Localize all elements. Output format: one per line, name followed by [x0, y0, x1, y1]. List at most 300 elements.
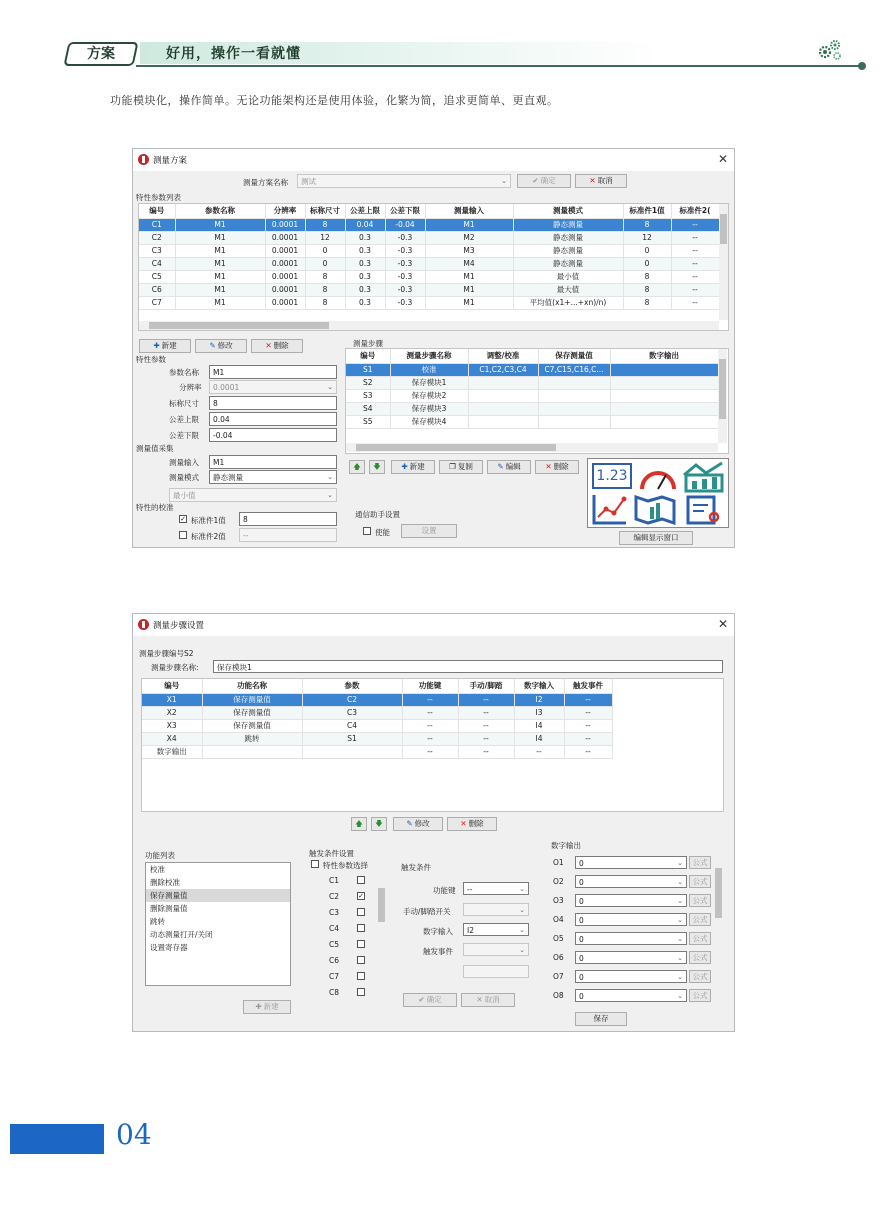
param-check-label: C8 — [329, 988, 340, 997]
table-cell: S3 — [346, 389, 390, 402]
footer-bar — [10, 1124, 104, 1154]
std2-label: 标准件2值 — [191, 532, 226, 541]
event-label: 触发事件 — [423, 947, 453, 956]
param-checkbox[interactable] — [357, 972, 365, 980]
column-header[interactable]: 调整/校准 — [468, 349, 538, 363]
plan-name-field[interactable] — [297, 174, 511, 188]
column-header[interactable]: 公差上限 — [345, 204, 385, 218]
func-edit-button-label: 修改 — [414, 819, 430, 828]
section-title: 好用，操作一看就懂 — [166, 46, 301, 62]
calib-group-label: 特性的校准 — [136, 503, 174, 512]
std1-input[interactable]: 8 — [239, 512, 337, 526]
table-cell: S1 — [346, 363, 390, 376]
nominal-input[interactable]: 8 — [209, 396, 337, 410]
confirm-button[interactable] — [517, 174, 571, 188]
table-cell: 跳转 — [202, 732, 302, 745]
dout-value: 0 — [579, 878, 584, 887]
table-cell: 12 — [623, 231, 671, 244]
list-item[interactable]: 校准 — [150, 865, 165, 874]
gauge-icon — [638, 463, 678, 491]
table-cell: -- — [458, 706, 514, 719]
table-row[interactable] — [139, 270, 719, 283]
dout-name: O2 — [553, 877, 564, 886]
column-header[interactable]: 功能名称 — [202, 679, 302, 693]
close-icon: ✕ — [545, 462, 552, 471]
param-checkbox[interactable] — [357, 908, 365, 916]
formula-button[interactable]: 公式 — [689, 932, 711, 945]
column-header[interactable]: 数字输出 — [610, 349, 718, 363]
dinput-select[interactable] — [463, 923, 529, 936]
table-cell: 静态测量 — [513, 231, 623, 244]
meas-group-label: 测量值采集 — [136, 444, 174, 453]
table-cell: X4 — [142, 732, 202, 745]
manual-select[interactable] — [463, 903, 529, 916]
table-cell: -0.3 — [385, 244, 425, 257]
param-checkbox[interactable] — [357, 924, 365, 932]
assist-group-label: 通信助手设置 — [355, 510, 400, 519]
table-row[interactable] — [142, 732, 612, 745]
pencil-icon: ✎ — [406, 819, 413, 828]
table-cell: -- — [564, 693, 612, 706]
table-cell — [202, 745, 302, 758]
table-row[interactable] — [139, 218, 719, 231]
table-cell: 0.3 — [345, 244, 385, 257]
table-cell: -- — [564, 706, 612, 719]
dout-name: O6 — [553, 953, 564, 962]
plus-icon: ✚ — [401, 462, 408, 471]
dout-value: 0 — [579, 897, 584, 906]
dinput-value: I2 — [467, 926, 474, 935]
table-cell: 0.3 — [345, 257, 385, 270]
lower-tol-input[interactable]: -0.04 — [209, 428, 337, 442]
fkey-value: -- — [467, 885, 473, 894]
std1-label: 标准件1值 — [191, 516, 226, 525]
table-cell: 8 — [623, 218, 671, 231]
dout-name: O4 — [553, 915, 564, 924]
table-cell: X3 — [142, 719, 202, 732]
table-cell: 8 — [305, 296, 345, 309]
column-header[interactable]: 编号 — [346, 349, 390, 363]
event-detail-field[interactable] — [463, 965, 529, 978]
table-cell: -- — [402, 693, 458, 706]
column-header[interactable]: 公差下限 — [385, 204, 425, 218]
table-cell: 保存模块1 — [390, 376, 468, 389]
table-cell: M1 — [425, 270, 513, 283]
close-icon: ✕ — [265, 341, 272, 350]
list-item[interactable]: 删除校准 — [150, 878, 180, 887]
table-cell: 0 — [305, 257, 345, 270]
table-cell: -- — [402, 745, 458, 758]
step-move-up-button[interactable] — [351, 817, 367, 831]
dout-select[interactable] — [575, 913, 687, 926]
table-cell — [468, 376, 538, 389]
dout-save-button-label: 保存 — [593, 1014, 609, 1023]
func-delete-button[interactable] — [447, 817, 497, 831]
param-check-label: C1 — [329, 876, 340, 885]
check-icon: ✔ — [418, 995, 425, 1004]
table-row[interactable] — [346, 376, 718, 389]
formula-button[interactable]: 公式 — [689, 913, 711, 926]
steps-hscroll[interactable] — [346, 443, 718, 452]
edit-display-button[interactable] — [619, 531, 693, 545]
table-cell: -0.3 — [385, 231, 425, 244]
std2-input[interactable]: -- — [239, 528, 337, 542]
column-header[interactable]: 参数名称 — [175, 204, 265, 218]
dout-name: O7 — [553, 972, 564, 981]
param-check-label: C4 — [329, 924, 340, 933]
arrow-down-icon: 🡇 — [373, 462, 381, 471]
step-titlebar — [133, 614, 734, 636]
table-row[interactable] — [142, 693, 612, 706]
app-icon — [138, 154, 149, 165]
chevron-down-icon: ⌄ — [519, 906, 525, 914]
move-up-button[interactable] — [349, 460, 365, 474]
table-row[interactable] — [346, 402, 718, 415]
table-cell: I4 — [514, 732, 564, 745]
edit-button[interactable] — [195, 339, 247, 353]
arrow-up-icon: 🡅 — [355, 819, 363, 828]
list-item[interactable]: 跳转 — [150, 917, 165, 926]
table-cell: -- — [402, 719, 458, 732]
manual-label: 手动/脚踏开关 — [403, 907, 451, 916]
steps-hscroll-thumb[interactable] — [356, 444, 556, 451]
check-icon: ✔ — [532, 176, 539, 185]
table-cell: 0 — [623, 257, 671, 270]
display-preview[interactable] — [587, 458, 729, 528]
list-item[interactable]: 动态测量打开/关闭 — [150, 930, 213, 939]
table-cell: 8 — [623, 270, 671, 283]
close-icon[interactable]: ✕ — [717, 152, 728, 166]
table-cell: C6 — [139, 283, 175, 296]
step-move-down-button[interactable] — [371, 817, 387, 831]
param-checkbox[interactable] — [357, 956, 365, 964]
meas-sub-value: 最小值 — [173, 491, 196, 500]
column-header[interactable]: 触发事件 — [564, 679, 612, 693]
param-checkbox[interactable] — [357, 940, 365, 948]
setup-button-label: 设置 — [421, 526, 437, 535]
bar-chart-icon — [682, 461, 726, 493]
plan-name-value: 测试 — [301, 177, 316, 186]
table-cell: 最小值 — [513, 270, 623, 283]
edit-display-button-label: 编辑显示窗口 — [633, 533, 679, 542]
chevron-down-icon: ⌄ — [677, 992, 683, 1000]
table-cell: M1 — [175, 257, 265, 270]
column-header[interactable]: 编号 — [139, 204, 175, 218]
table-cell: 平均值(x1+...+xn)/n) — [513, 296, 623, 309]
table-cell: 0.3 — [345, 296, 385, 309]
steps-label: 测量步骤 — [353, 339, 383, 348]
table-cell — [538, 402, 610, 415]
param-checkbox[interactable] — [357, 988, 365, 996]
digital-readout-icon: 1.23 — [592, 463, 632, 489]
table-cell: 0.3 — [345, 270, 385, 283]
table-row[interactable] — [346, 415, 718, 428]
delete-button-label: 删除 — [273, 341, 289, 350]
chevron-down-icon: ⌄ — [519, 926, 525, 934]
meas-mode-select[interactable] — [209, 470, 337, 484]
table-row[interactable] — [346, 363, 718, 376]
column-header[interactable]: 测量步骤名称 — [390, 349, 468, 363]
table-cell — [538, 389, 610, 402]
func-edit-button[interactable] — [393, 817, 443, 831]
resolution-label: 分辨率 — [179, 383, 202, 392]
chevron-down-icon: ⌄ — [327, 473, 333, 481]
trigger-group-label: 触发条件设置 — [309, 849, 354, 858]
table-cell: C4 — [302, 719, 402, 732]
param-group-label: 特性参数 — [136, 355, 166, 364]
header-dot — [858, 62, 866, 70]
list-item[interactable]: 删除测量值 — [150, 904, 188, 913]
table-cell: -- — [402, 706, 458, 719]
fkey-select[interactable] — [463, 882, 529, 895]
step-name-label: 测量步骤名称: — [151, 663, 199, 672]
func-new-button[interactable] — [243, 1000, 291, 1014]
formula-button[interactable]: 公式 — [689, 951, 711, 964]
table-row[interactable] — [142, 706, 612, 719]
column-header[interactable]: 数字输入 — [514, 679, 564, 693]
step-window-title: 测量步骤设置 — [153, 621, 205, 631]
move-down-button[interactable] — [369, 460, 385, 474]
trigger-cancel-button-label: 取消 — [484, 995, 500, 1004]
param-vscroll-thumb[interactable] — [720, 214, 727, 244]
step-copy-button[interactable] — [439, 460, 483, 474]
meas-input-label: 测量输入 — [169, 458, 199, 467]
event-select[interactable] — [463, 943, 529, 956]
meas-input-field[interactable]: M1 — [209, 455, 337, 469]
report-icon — [684, 493, 724, 525]
table-cell: C3 — [139, 244, 175, 257]
upper-tol-input[interactable]: 0.04 — [209, 412, 337, 426]
table-cell: X2 — [142, 706, 202, 719]
dout-select[interactable] — [575, 894, 687, 907]
list-item[interactable]: 保存测量值 — [146, 889, 290, 902]
table-cell: C2 — [139, 231, 175, 244]
table-cell: 0.0001 — [265, 296, 305, 309]
param-hscroll[interactable] — [139, 321, 719, 330]
step-edit-button[interactable] — [487, 460, 531, 474]
table-cell — [538, 376, 610, 389]
meas-mode-value: 静态测量 — [213, 473, 243, 482]
edit-button-label: 修改 — [217, 341, 233, 350]
table-cell — [610, 415, 718, 428]
table-cell: -- — [671, 270, 719, 283]
close-icon: ✕ — [589, 176, 596, 185]
table-cell — [468, 402, 538, 415]
column-header[interactable]: 分辨率 — [265, 204, 305, 218]
table-row[interactable] — [139, 231, 719, 244]
table-cell: C3 — [302, 706, 402, 719]
section-tag-label: 方案 — [87, 46, 115, 62]
confirm-button-label: 确定 — [540, 176, 556, 185]
formula-button[interactable]: 公式 — [689, 894, 711, 907]
table-cell: M3 — [425, 244, 513, 257]
table-cell: -- — [514, 745, 564, 758]
table-cell: -- — [671, 283, 719, 296]
delete-button[interactable] — [251, 339, 303, 353]
dout-name: O1 — [553, 858, 564, 867]
intro-text: 功能模块化，操作简单。无论功能架构还是使用体验，化繁为简，追求更简单、更直观。 — [110, 94, 559, 107]
table-cell: -0.3 — [385, 296, 425, 309]
dout-select[interactable] — [575, 875, 687, 888]
setup-button[interactable] — [401, 524, 457, 538]
dout-select[interactable] — [575, 989, 687, 1002]
func-list-label: 功能列表 — [145, 851, 175, 860]
table-cell: I2 — [514, 693, 564, 706]
table-cell: 最大值 — [513, 283, 623, 296]
pencil-icon: ✎ — [209, 341, 216, 350]
table-cell: -- — [671, 244, 719, 257]
chevron-down-icon: ⌄ — [677, 859, 683, 867]
plus-icon: ✚ — [255, 1002, 262, 1011]
close-icon: ✕ — [476, 995, 483, 1004]
column-header[interactable]: 测量输入 — [425, 204, 513, 218]
column-header[interactable]: 手动/脚踏 — [458, 679, 514, 693]
column-header[interactable]: 保存测量值 — [538, 349, 610, 363]
cond-label: 触发条件 — [401, 863, 431, 872]
steps-table-header — [346, 349, 718, 363]
table-cell: -- — [671, 231, 719, 244]
dinput-label: 数字输入 — [423, 927, 453, 936]
param-check-vscroll-thumb[interactable] — [378, 888, 385, 922]
step-new-button[interactable] — [391, 460, 435, 474]
table-cell: -0.04 — [385, 218, 425, 231]
table-cell: C2 — [302, 693, 402, 706]
cancel-button[interactable] — [575, 174, 627, 188]
column-header[interactable]: 参数 — [302, 679, 402, 693]
step-name-input[interactable]: 保存模块1 — [213, 660, 723, 673]
chevron-down-icon: ⌄ — [519, 946, 525, 954]
dout-select[interactable] — [575, 856, 687, 869]
table-cell: -- — [458, 745, 514, 758]
table-cell: 保存测量值 — [202, 693, 302, 706]
param-check-label: C5 — [329, 940, 340, 949]
table-cell: 0 — [305, 244, 345, 257]
copy-icon: ❐ — [449, 462, 456, 471]
table-row[interactable] — [346, 389, 718, 402]
chevron-down-icon: ⌄ — [677, 954, 683, 962]
table-row[interactable] — [139, 257, 719, 270]
std2-checkbox[interactable] — [179, 531, 187, 539]
dout-vscroll[interactable] — [714, 856, 723, 1004]
func-listbox[interactable] — [145, 862, 291, 986]
table-cell: 0.3 — [345, 231, 385, 244]
step-copy-button-label: 复制 — [457, 462, 473, 471]
steps-vscroll-thumb[interactable] — [719, 359, 726, 419]
param-checkbox[interactable]: ✓ — [358, 892, 364, 900]
table-cell: M1 — [175, 218, 265, 231]
new-button-label: 新建 — [161, 341, 177, 350]
table-cell — [302, 745, 402, 758]
column-header[interactable]: 测量模式 — [513, 204, 623, 218]
dout-select[interactable] — [575, 970, 687, 983]
param-select-checkbox[interactable] — [311, 860, 319, 868]
step-edit-button-label: 编辑 — [505, 462, 521, 471]
page-header — [62, 38, 870, 72]
trigger-ok-button[interactable] — [403, 993, 457, 1007]
chevron-down-icon: ⌄ — [677, 935, 683, 943]
table-cell: 12 — [305, 231, 345, 244]
param-vscroll[interactable] — [719, 204, 728, 320]
meas-sub-select[interactable] — [169, 488, 337, 502]
table-row[interactable] — [139, 296, 719, 309]
dout-select[interactable] — [575, 932, 687, 945]
upper-tol-label: 公差上限 — [169, 415, 199, 424]
table-row[interactable] — [142, 745, 612, 758]
param-check-label: C2 — [329, 892, 340, 901]
formula-button[interactable]: 公式 — [689, 875, 711, 888]
column-header[interactable]: 标准件1值 — [623, 204, 671, 218]
trigger-cancel-button[interactable] — [461, 993, 515, 1007]
column-header[interactable]: 功能键 — [402, 679, 458, 693]
resolution-value: 0.0001 — [213, 383, 240, 392]
table-cell: -- — [458, 732, 514, 745]
formula-button[interactable]: 公式 — [689, 989, 711, 1002]
table-cell: 8 — [305, 218, 345, 231]
table-cell: C1 — [139, 218, 175, 231]
dout-value: 0 — [579, 859, 584, 868]
table-cell: M1 — [425, 296, 513, 309]
meas-mode-label: 测量模式 — [169, 473, 199, 482]
plus-icon: ✚ — [153, 341, 160, 350]
step-delete-button[interactable] — [535, 460, 579, 474]
formula-button[interactable]: 公式 — [689, 856, 711, 869]
dout-value: 0 — [579, 992, 584, 1001]
column-header[interactable]: 编号 — [142, 679, 202, 693]
table-cell: 8 — [623, 283, 671, 296]
table-row[interactable] — [142, 719, 612, 732]
dout-vscroll-thumb[interactable] — [715, 868, 722, 918]
param-hscroll-thumb[interactable] — [149, 322, 329, 329]
table-cell: 0.04 — [345, 218, 385, 231]
table-cell: X1 — [142, 693, 202, 706]
formula-button[interactable]: 公式 — [689, 970, 711, 983]
column-header[interactable]: 标准件2( — [671, 204, 719, 218]
dout-name: O5 — [553, 934, 564, 943]
dout-save-button[interactable] — [575, 1012, 627, 1026]
new-button[interactable] — [139, 339, 191, 353]
header-rule — [136, 65, 862, 67]
step-new-button-label: 新建 — [409, 462, 425, 471]
table-row[interactable] — [139, 283, 719, 296]
table-cell — [610, 376, 718, 389]
table-row[interactable] — [139, 244, 719, 257]
table-cell: C1,C2,C3,C4 — [468, 363, 538, 376]
enable-checkbox[interactable] — [363, 527, 371, 535]
table-cell: -- — [671, 218, 719, 231]
dout-value: 0 — [579, 973, 584, 982]
func-new-button-label: 新建 — [263, 1002, 279, 1011]
table-cell: -- — [564, 745, 612, 758]
arrow-up-icon: 🡅 — [353, 462, 361, 471]
dout-value: 0 — [579, 935, 584, 944]
dout-select[interactable] — [575, 951, 687, 964]
table-cell: S1 — [302, 732, 402, 745]
param-check-vscroll[interactable] — [377, 876, 386, 1004]
list-item[interactable]: 设置寄存器 — [150, 943, 188, 952]
column-header[interactable]: 标称尺寸 — [305, 204, 345, 218]
table-cell: -0.3 — [385, 270, 425, 283]
std1-checkbox[interactable]: ✓ — [180, 515, 186, 523]
plan-window-title: 测量方案 — [153, 156, 188, 166]
param-name-input[interactable]: M1 — [209, 365, 337, 379]
table-cell: C7,C15,C16,C... — [538, 363, 610, 376]
steps-vscroll[interactable] — [718, 349, 727, 443]
resolution-select[interactable] — [209, 380, 337, 394]
table-cell: -0.3 — [385, 283, 425, 296]
table-cell: 0.0001 — [265, 231, 305, 244]
param-checkbox[interactable] — [357, 876, 365, 884]
close-icon[interactable]: ✕ — [717, 617, 728, 631]
